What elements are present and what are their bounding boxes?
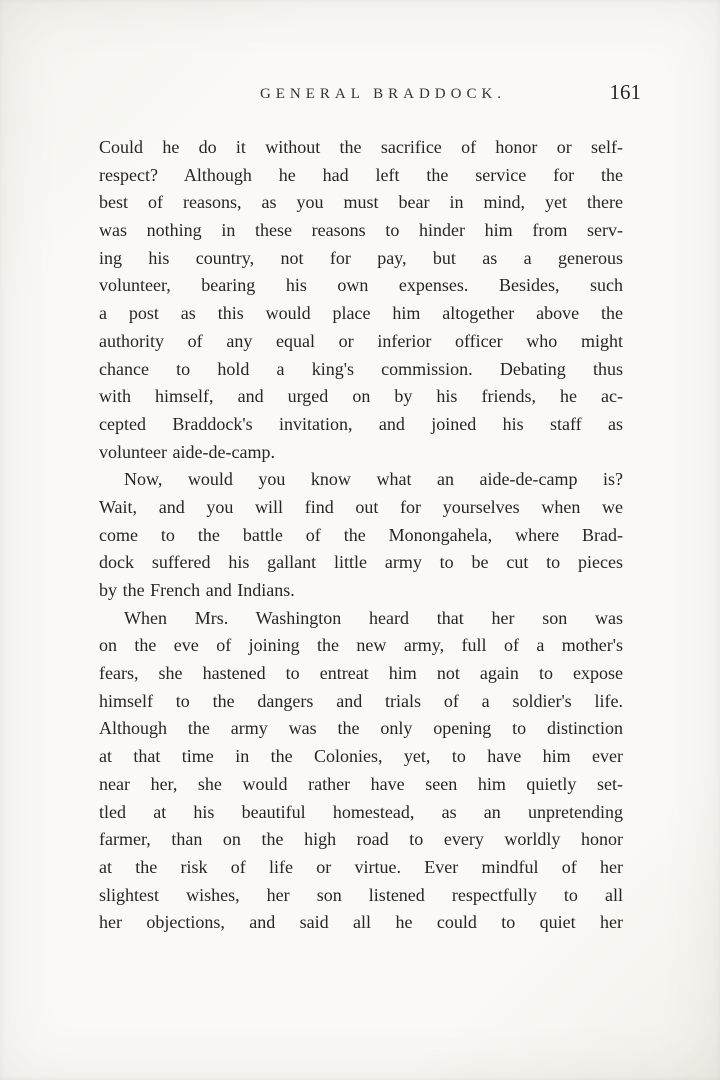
- text-line: at the risk of life or virtue. Ever mindful of her: [99, 856, 623, 877]
- text-line: fears, she hastened to entreat him not again to expose: [99, 663, 623, 684]
- text-line: come to the battle of the Monongahela, where Brad-: [99, 524, 623, 545]
- text-line: chance to hold a king's commission. Debating thus: [99, 358, 623, 379]
- text-line: ing his country, not for pay, but as a generous: [99, 247, 623, 268]
- text-line: slightest wishes, her son listened respectfully to all: [99, 884, 623, 905]
- text-line: farmer, than on the high road to every worldly honor: [99, 829, 623, 850]
- page-number: 161: [609, 80, 641, 104]
- text-line: Wait, and you will find out for yourselves when we: [99, 496, 623, 517]
- text-column: [99, 80, 641, 937]
- paragraph: [99, 466, 623, 604]
- text-line: by the French and Indians.: [99, 580, 295, 600]
- text-line: was nothing in these reasons to hinder him from serv-: [99, 220, 623, 241]
- running-header: [99, 80, 641, 118]
- text-line: near her, she would rather have seen him quietly set-: [99, 773, 623, 794]
- text-line: dock suffered his gallant little army to be cut to pieces: [99, 552, 623, 573]
- paragraph: [99, 605, 623, 937]
- text-line: her objections, and said all he could to quiet her: [99, 912, 623, 933]
- page-body: [99, 134, 623, 937]
- text-line: best of reasons, as you must bear in mind, yet there: [99, 192, 623, 213]
- text-line: himself to the dangers and trials of a soldier's life.: [99, 690, 623, 711]
- running-header-title: GENERAL BRADDOCK.: [259, 86, 507, 102]
- text-line: at that time in the Colonies, yet, to have him ever: [99, 746, 623, 767]
- text-line: Could he do it without the sacrifice of honor or self-: [99, 137, 623, 157]
- text-line: Now, would you know what an aide-de-camp is?: [124, 469, 623, 490]
- text-line: cepted Braddock's invitation, and joined his staff as: [99, 413, 623, 434]
- text-line: When Mrs. Washington heard that her son was: [124, 607, 623, 628]
- text-line: a post as this would place him altogether above the: [99, 303, 623, 324]
- text-line: authority of any equal or inferior officer who might: [99, 330, 623, 351]
- text-line: Although the army was the only opening to distinction: [99, 718, 623, 739]
- text-line: with himself, and urged on by his friends, he ac-: [99, 386, 623, 407]
- text-line: tled at his beautiful homestead, as an unpretending: [99, 801, 623, 822]
- text-line: volunteer aide-de-camp.: [99, 441, 275, 462]
- text-line: volunteer, bearing his own expenses. Besides, such: [99, 275, 623, 296]
- text-line: respect? Although he had left the service for the: [99, 164, 623, 185]
- paragraph: [99, 134, 623, 466]
- text-line: on the eve of joining the new army, full of a mother's: [99, 635, 623, 656]
